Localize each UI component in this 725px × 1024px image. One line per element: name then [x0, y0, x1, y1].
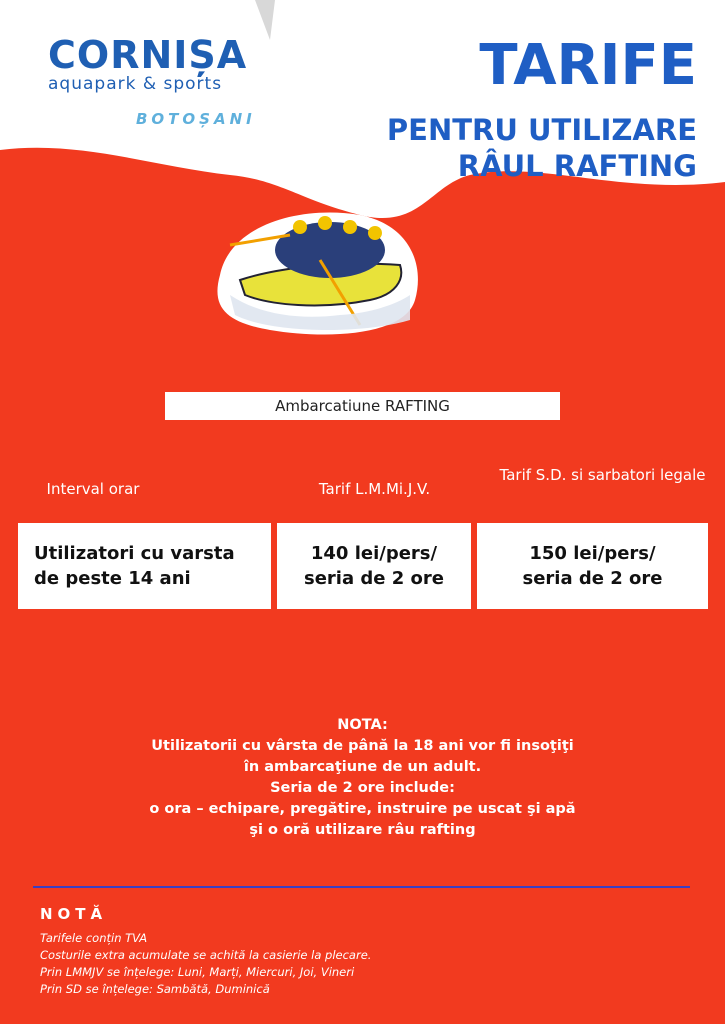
category-line-1: Utilizatori cu varsta	[34, 543, 235, 564]
weekend-price-line-2: seria de 2 ore	[522, 568, 663, 589]
footer-note-title: NOTĂ	[40, 905, 108, 923]
subtitle-line-2: RÂUL RAFTING	[457, 149, 697, 183]
table-cell-category	[18, 523, 271, 609]
note-line: şi o oră utilizare râu rafting	[249, 822, 476, 838]
brand-subtitle: aquapark & sports	[48, 74, 223, 94]
weekend-price-line-1: 150 lei/pers/	[529, 543, 656, 564]
column-header-interval: Interval orar	[46, 480, 140, 498]
table-header-label: Ambarcatiune RAFTING	[275, 397, 450, 415]
column-header-weekday: Tarif L.M.Mi.J.V.	[318, 480, 431, 498]
brand-city: BOTOȘANI	[136, 110, 256, 128]
page-title: TARIFE	[479, 33, 697, 98]
brand-logo	[48, 33, 248, 77]
weekday-price-line-1: 140 lei/pers/	[310, 543, 438, 564]
footer-note-lines	[40, 930, 371, 998]
note-line: o ora – echipare, pregătire, instruire pe uscat şi apă	[149, 801, 576, 817]
rafting-photo	[210, 205, 425, 340]
note-line: Seria de 2 ore include:	[270, 780, 455, 796]
table-cell-weekend-price	[477, 523, 708, 609]
note-line: în ambarcaţiune de un adult.	[243, 759, 482, 775]
note-title: NOTA:	[337, 717, 388, 733]
divider	[33, 886, 690, 888]
table-cell-weekday-price	[277, 523, 471, 609]
column-header-weekend: Tarif S.D. si sarbatori legale	[499, 466, 706, 484]
footer-note-line: Tarifele conțin TVA	[40, 931, 148, 945]
weekday-price-line-2: seria de 2 ore	[304, 568, 444, 589]
note-block	[70, 715, 655, 841]
brand-name: CORNIȘA	[48, 33, 248, 77]
subtitle-line-1: PENTRU UTILIZARE	[386, 113, 697, 147]
table-header-box	[165, 392, 560, 420]
footer-note-line: Costurile extra acumulate se achită la casierie la plecare.	[40, 948, 372, 962]
note-line: Utilizatorii cu vârsta de până la 18 ani vor fi insoţiţi	[151, 738, 574, 754]
footer-note-line: Prin LMMJV se înțelege: Luni, Marți, Miercuri, Joi, Vineri	[40, 965, 355, 979]
page-subtitle	[337, 112, 697, 184]
category-line-2: de peste 14 ani	[34, 568, 191, 589]
footer-note-line: Prin SD se înțelege: Sambătă, Duminică	[40, 982, 270, 996]
